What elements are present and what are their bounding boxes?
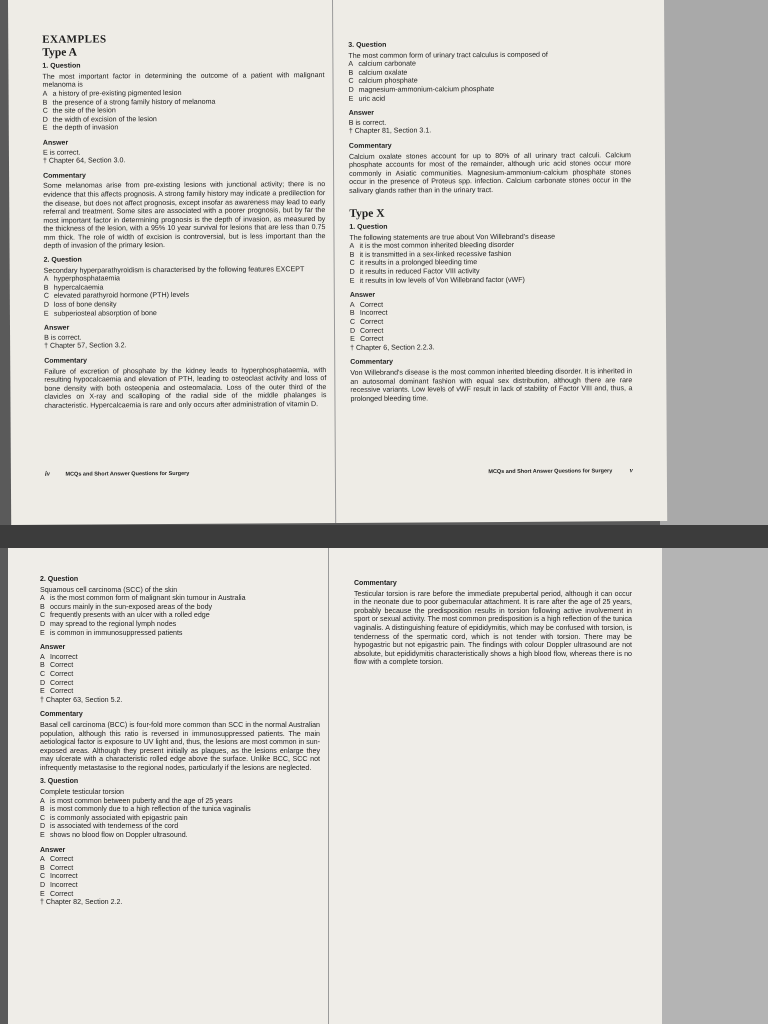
page-left-column: [40, 576, 320, 907]
answer-item: B Correct: [40, 661, 74, 670]
option: D it results in reduced Factor VIII activity: [349, 267, 480, 276]
page-fold: [328, 548, 329, 1024]
commentary-heading: Commentary: [43, 172, 86, 180]
options-list: [348, 58, 630, 103]
question-stem: The most common form of urinary tract calculus is composed of: [348, 50, 548, 60]
commentary-text: Failure of excretion of phosphate by the kidney leads to hyperphosphataemia, with resulting hypocalcaemia and elevation of PTH, leading to osteoclast activity and loss of bone density with both osteopenia and osteomalacia. Loss of the outer third of the clavicles on X-ray and scalloping of the radial side of the middle phalanges is characteristic. Hypercalcaemia is rare and only occurs after administration of vitamin D.: [44, 365, 327, 410]
answer-item: D Correct: [40, 678, 74, 687]
option: B is most commonly due to a high reflection of the tunica vaginalis: [40, 805, 251, 814]
option: E it results in low levels of Von Willebrand factor (vWF): [349, 275, 525, 285]
option: C calcium phosphate: [348, 76, 418, 86]
commentary-text: Testicular torsion is rare before the immediate prepubertal period, although it can occur in the neonate due to poor gubernacular attachment. It is rare after the age of 25 years, probably because the predisposition results in torsion following active involvement in sport or sexual activity. The most common predisposition is a high reflection of the tunica vaginalis. A distinguishing feature of epididymitis, which may be confused with torsion, is tenderness of the spermatic cord, which is not tender with torsion. There may be hypogastric but not epigastric pain. The findings with colour Doppler ultrasound are not absolute, but epididymitis characteristically shows a high blood flow, whereas there is no flow with a complete torsion.: [354, 589, 632, 667]
option: D may spread to the regional lymph nodes: [40, 619, 177, 628]
answer-item: A Incorrect: [40, 652, 78, 661]
answer-item: A Correct: [40, 855, 74, 864]
answer-heading: Answer: [349, 292, 376, 300]
option: B the presence of a strong family history of melanoma: [42, 97, 216, 107]
option: A calcium carbonate: [348, 59, 416, 69]
options-list: [40, 594, 320, 637]
question-title: 2. Question: [43, 256, 82, 264]
answer-item: C Incorrect: [40, 872, 78, 881]
option: C it results in a prolonged bleeding time: [349, 258, 478, 268]
question-title: 3. Question: [348, 41, 387, 49]
answer-list: [40, 653, 320, 696]
answer-item: E Correct: [40, 889, 74, 898]
chapter-reference: † Chapter 81, Section 3.1.: [348, 126, 432, 136]
commentary-text: Basal cell carcinoma (BCC) is four-fold more common than SCC in the normal Australian population, although this ratio is reversed in immunosuppressed patients. The main aetiological factor is exposure to UV light and, thus, the lesions are most common in sun-exposed areas. Although they present initially as plaques, as the lesions enlarge they may ulcerate with a characteristic rolled edge above the surface. Unlike BCC, SCC not infrequently metastasise to the regional nodes, particularly if the lesions are neglected.: [40, 720, 320, 772]
answer-item: B Incorrect: [349, 309, 388, 318]
option: C is commonly associated with epigastric pain: [40, 813, 188, 822]
answer-item: A Correct: [349, 300, 384, 309]
answer-item: D Correct: [350, 326, 384, 335]
commentary-heading: Commentary: [44, 357, 88, 365]
option: C elevated parathyroid hormone (PTH) levels: [43, 291, 190, 301]
commentary-heading: Commentary: [350, 359, 394, 367]
page-spread-bottom: [8, 548, 662, 1024]
question-title: 1. Question: [42, 62, 81, 70]
option: B occurs mainly in the sun-exposed areas of the body: [40, 602, 213, 611]
option: B it is transmitted in a sex-linked recessive fashion: [349, 249, 512, 259]
page-v-column: [348, 40, 632, 403]
page-footer: [351, 466, 633, 476]
answer-heading: Answer: [42, 139, 69, 147]
chapter-reference: † Chapter 82, Section 2.2.: [40, 898, 123, 907]
background-edge: [660, 0, 768, 525]
answer-text: E is correct.: [42, 148, 81, 157]
options-list: [40, 797, 320, 840]
option: A is the most common form of malignant skin tumour in Australia: [40, 594, 246, 603]
commentary-text: Von Willebrand's disease is the most common inherited bleeding disorder. It is inherited in an autosomal dominant fashion with equal sex distribution, although there are rare recessive variants. Low levels of vWF result in lack of stability of Factor VIII and, thus, a prolonged bleeding time.: [350, 367, 633, 403]
option: C the site of the lesion: [42, 106, 116, 115]
answer-item: E Correct: [40, 687, 74, 696]
option: E uric acid: [348, 94, 386, 103]
page-iv-column: [42, 34, 326, 410]
options-list: [349, 240, 631, 285]
option: D magnesium-ammonium-calcium phosphate: [348, 85, 495, 94]
answer-item: C Correct: [349, 317, 384, 326]
footer-title: MCQs and Short Answer Questions for Surgery: [488, 468, 613, 476]
footer-title: MCQs and Short Answer Questions for Surgery: [65, 470, 190, 478]
option: B calcium oxalate: [348, 68, 408, 77]
answer-text: B is correct.: [348, 118, 387, 127]
option: A is most common between puberty and the age of 25 years: [40, 796, 233, 805]
option: E subperiosteal absorption of bone: [43, 308, 157, 318]
chapter-reference: † Chapter 63, Section 5.2.: [40, 695, 123, 704]
commentary-heading: Commentary: [40, 711, 83, 719]
commentary-text: Some melanomas arise from pre-existing lesions with junctional activity; there is no evidence that this affects prognosis. A strong family history may indicate a predilection for the disease, but does not affect prognosis, except insofar as awareness may lead to early referral and treatment. Some sites are associated with a poorer prognosis, but by far the most important factor in determining prognosis is the depth of invasion, as measured by the thickness of the lesion, with a 95% 10 year survival for lesions that are less than 0.75 mm thick. The role of width of excision is controversial, but is less important than the depth of invasion of the primary lesion.: [43, 180, 326, 251]
answer-list: [40, 855, 320, 898]
answer-heading: Answer: [40, 644, 66, 652]
option: A hyperphosphataemia: [43, 274, 120, 284]
answer-item: C Correct: [40, 669, 74, 678]
question-stem: The following statements are true about Von Willebrand's disease: [349, 232, 556, 242]
chapter-reference: † Chapter 57, Section 3.2.: [44, 341, 127, 351]
commentary-heading: Commentary: [354, 580, 397, 587]
option: A it is the most common inherited bleeding disorder: [349, 241, 515, 251]
option: B hypercalcaemia: [43, 283, 104, 292]
answer-item: B Correct: [40, 863, 74, 872]
answer-item: D Incorrect: [40, 881, 78, 889]
answer-text: B is correct.: [44, 333, 82, 342]
page-fold: [332, 0, 336, 523]
question-title: 3. Question: [40, 778, 79, 786]
page-number: iv: [44, 469, 50, 478]
chapter-reference: † Chapter 6, Section 2.2.3.: [350, 343, 435, 352]
question-stem: Complete testicular torsion: [40, 788, 124, 797]
question-title: 2. Question: [40, 576, 79, 583]
page-footer: [45, 468, 327, 478]
page-gap: [0, 525, 768, 548]
section-heading: EXAMPLES: [42, 33, 107, 46]
option: D is associated with tenderness of the cord: [40, 822, 179, 831]
page-number: v: [629, 466, 633, 475]
commentary-text: Calcium oxalate stones account for up to 80% of all urinary tract calculi. Calcium phosphate accounts for most of the remainder, although uric acid stones occur more commonly in Asiatic communities. Magnesium-ammonium-calcium phosphate stones occur in the presence of Proteus spp. infection. Calcium carbonate stones occur in the salivary glands rather than in the urinary tract.: [348, 150, 632, 195]
question-stem: Secondary hyperparathyroidism is characterised by the following features EXCEPT: [43, 264, 305, 275]
option: A a history of pre-existing pigmented lesion: [42, 88, 182, 98]
options-list: [43, 88, 325, 133]
option: E is common in immunosuppressed patients: [40, 628, 183, 637]
question-stem: The most important factor in determining the outcome of a patient with malignant melanoma is: [42, 70, 325, 90]
option: E shows no blood flow on Doppler ultrasound.: [40, 831, 188, 840]
type-heading: Type X: [349, 207, 385, 220]
question-title: 1. Question: [349, 223, 388, 232]
answer-heading: Answer: [43, 324, 70, 333]
page-right-column: [354, 580, 632, 667]
option: C frequently presents with an ulcer with a rolled edge: [40, 611, 210, 620]
background-edge: [662, 548, 768, 1024]
type-heading: Type A: [42, 46, 77, 59]
option: D loss of bone density: [43, 300, 117, 309]
page-spread-top: [8, 0, 667, 525]
answer-heading: Answer: [40, 846, 66, 854]
answer-item: E Correct: [350, 334, 384, 344]
option: D the width of excision of the lesion: [42, 114, 157, 124]
chapter-reference: † Chapter 64, Section 3.0.: [42, 156, 126, 165]
option: E the depth of invasion: [42, 123, 119, 133]
answer-list: [350, 299, 632, 344]
answer-heading: Answer: [348, 109, 375, 118]
question-stem: Squamous cell carcinoma (SCC) of the skin: [40, 585, 178, 594]
commentary-heading: Commentary: [348, 142, 392, 150]
options-list: [44, 273, 326, 318]
